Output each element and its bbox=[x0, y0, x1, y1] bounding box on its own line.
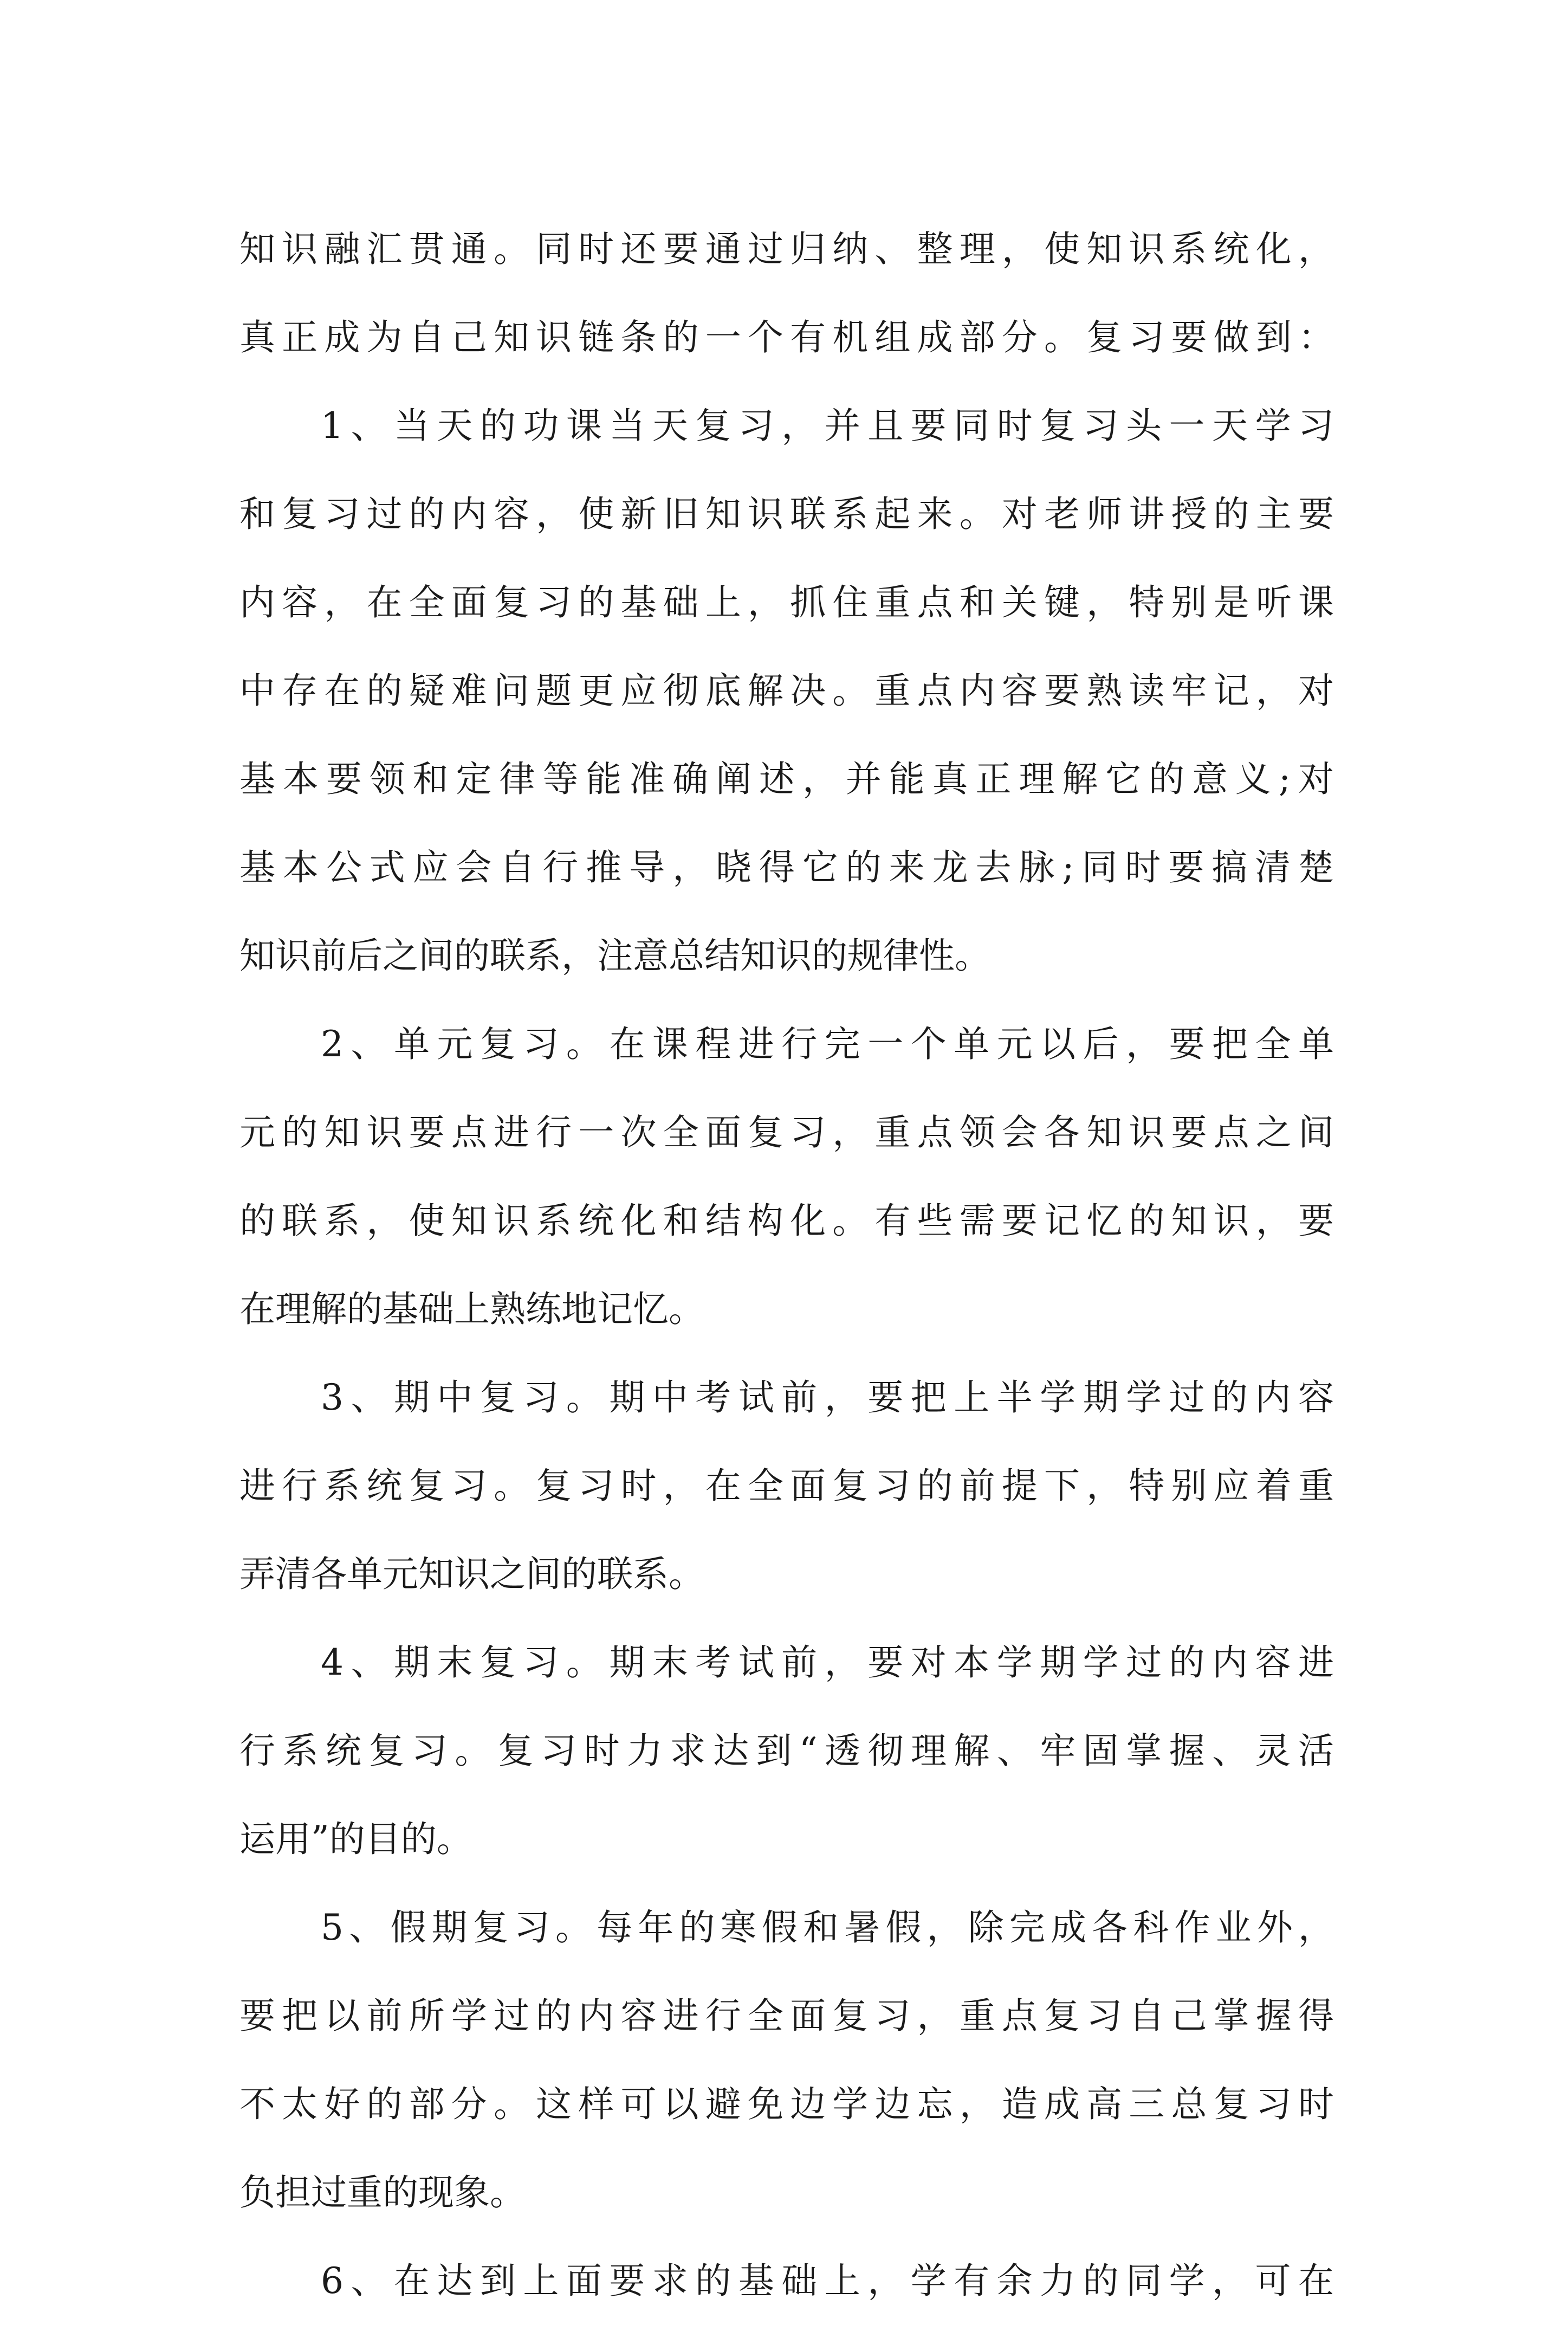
paragraph-end-line: 弄清各单元知识之间的联系。 bbox=[239, 1553, 704, 1595]
paragraph-end-line: 知识前后之间的联系，注意总结知识的规律性。 bbox=[239, 935, 990, 977]
paragraph-start-line: 1、当天的功课当天复习，并且要同时复习头一天学习 bbox=[321, 405, 1334, 447]
text-line: 内容，在全面复习的基础上，抓住重点和关键，特别是听课 bbox=[239, 582, 1334, 623]
paragraph-start-line: 2、单元复习。在课程进行完一个单元以后，要把全单 bbox=[321, 1023, 1334, 1065]
paragraph-start-line: 3、期中复习。期中考试前，要把上半学期学过的内容 bbox=[321, 1377, 1334, 1418]
text-line: 不太好的部分。这样可以避免边学边忘，造成高三总复习时 bbox=[239, 2083, 1334, 2125]
paragraph-end-line: 在理解的基础上熟练地记忆。 bbox=[239, 1288, 704, 1330]
text-line: 元的知识要点进行一次全面复习，重点领会各知识要点之间 bbox=[239, 1112, 1334, 1153]
text-line: 要把以前所学过的内容进行全面复习，重点复习自己掌握得 bbox=[239, 1995, 1334, 2037]
text-line: 中存在的疑难问题更应彻底解决。重点内容要熟读牢记，对 bbox=[239, 670, 1334, 712]
text-line: 真正成为自己知识链条的一个有机组成部分。复习要做到： bbox=[239, 317, 1334, 358]
text-line: 行系统复习。复习时力求达到“透彻理解、牢固掌握、灵活 bbox=[239, 1730, 1334, 1772]
text-line: 知识融汇贯通。同时还要通过归纳、整理，使知识系统化， bbox=[239, 228, 1334, 270]
text-line: 进行系统复习。复习时，在全面复习的前提下，特别应着重 bbox=[239, 1465, 1334, 1507]
paragraph-start-line: 4、期末复习。期末考试前，要对本学期学过的内容进 bbox=[321, 1642, 1334, 1683]
paragraph-start-line: 6、在达到上面要求的基础上，学有余力的同学，可在 bbox=[321, 2260, 1334, 2302]
paragraph-start-line: 5、假期复习。每年的寒假和暑假，除完成各科作业外， bbox=[321, 1907, 1334, 1948]
text-line: 基本公式应会自行推导，晓得它的来龙去脉;同时要搞清楚 bbox=[239, 847, 1334, 888]
paragraph-end-line: 负担过重的现象。 bbox=[239, 2172, 526, 2213]
body-text bbox=[239, 205, 1334, 2325]
paragraph-end-line: 运用”的目的。 bbox=[239, 1818, 472, 1860]
text-line: 的联系，使知识系统化和结构化。有些需要记忆的知识，要 bbox=[239, 1200, 1334, 1242]
text-line: 基本要领和定律等能准确阐述，并能真正理解它的意义;对 bbox=[239, 758, 1334, 800]
text-line: 和复习过的内容，使新旧知识联系起来。对老师讲授的主要 bbox=[239, 493, 1334, 535]
